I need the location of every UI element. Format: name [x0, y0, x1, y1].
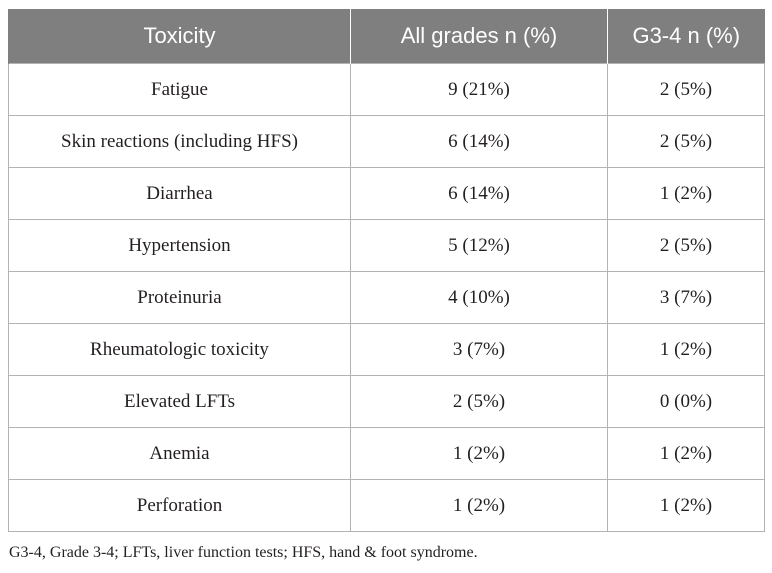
table-row: [9, 168, 765, 220]
cell-g3-4: 0 (0%): [608, 376, 765, 428]
cell-g3-4: 1 (2%): [608, 480, 765, 532]
cell-toxicity: Rheumatologic toxicity: [9, 324, 351, 376]
header-row: [9, 9, 765, 64]
cell-all-grades: 1 (2%): [351, 480, 608, 532]
table-row: [9, 376, 765, 428]
cell-g3-4: 1 (2%): [608, 428, 765, 480]
cell-all-grades: 6 (14%): [351, 116, 608, 168]
cell-toxicity: Anemia: [9, 428, 351, 480]
cell-toxicity: Fatigue: [9, 64, 351, 116]
table-row: [9, 324, 765, 376]
cell-g3-4: 2 (5%): [608, 64, 765, 116]
cell-g3-4: 3 (7%): [608, 272, 765, 324]
table-row: [9, 116, 765, 168]
cell-all-grades: 4 (10%): [351, 272, 608, 324]
cell-all-grades: 1 (2%): [351, 428, 608, 480]
header-toxicity: Toxicity: [9, 9, 351, 64]
cell-g3-4: 1 (2%): [608, 324, 765, 376]
cell-toxicity: Diarrhea: [9, 168, 351, 220]
cell-g3-4: 1 (2%): [608, 168, 765, 220]
cell-toxicity: Proteinuria: [9, 272, 351, 324]
table-row: [9, 480, 765, 532]
table-header: [9, 9, 765, 64]
table-row: [9, 64, 765, 116]
cell-all-grades: 6 (14%): [351, 168, 608, 220]
table-row: [9, 428, 765, 480]
cell-toxicity: Perforation: [9, 480, 351, 532]
cell-g3-4: 2 (5%): [608, 116, 765, 168]
table-row: [9, 220, 765, 272]
header-g3-4: G3-4 n (%): [608, 9, 765, 64]
cell-toxicity: Skin reactions (including HFS): [9, 116, 351, 168]
table-body: [9, 64, 765, 532]
table-footnote: G3-4, Grade 3-4; LFTs, liver function tests; HFS, hand & foot syndrome.: [9, 544, 478, 561]
cell-all-grades: 2 (5%): [351, 376, 608, 428]
toxicity-table-container: [8, 9, 764, 532]
cell-toxicity: Hypertension: [9, 220, 351, 272]
cell-all-grades: 5 (12%): [351, 220, 608, 272]
header-all-grades: All grades n (%): [351, 9, 608, 64]
cell-all-grades: 9 (21%): [351, 64, 608, 116]
cell-all-grades: 3 (7%): [351, 324, 608, 376]
cell-toxicity: Elevated LFTs: [9, 376, 351, 428]
cell-g3-4: 2 (5%): [608, 220, 765, 272]
table-row: [9, 272, 765, 324]
toxicity-table: [8, 9, 765, 532]
